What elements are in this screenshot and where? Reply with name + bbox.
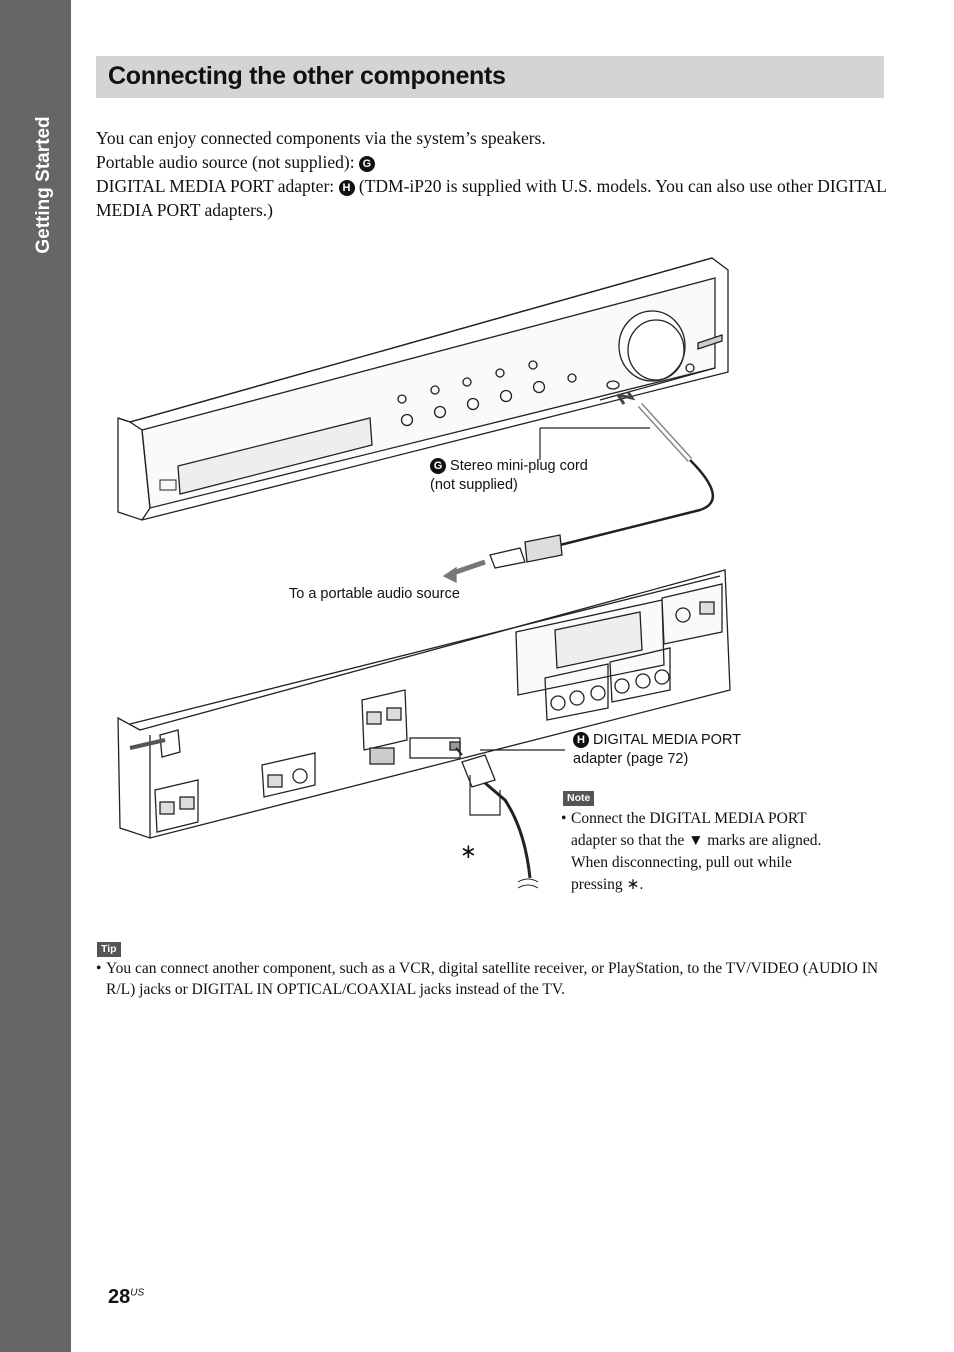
callout-mini-plug-line2: (not supplied) xyxy=(430,477,518,493)
page-number-suffix: US xyxy=(130,1287,145,1299)
callout-dmp-line2: adapter (page 72) xyxy=(573,751,689,767)
intro-line-3 xyxy=(96,174,896,222)
callout-mini-plug-cord xyxy=(430,457,588,495)
note-bullet: • xyxy=(561,810,567,827)
callout-mini-plug-line1: Stereo mini-plug cord xyxy=(450,458,588,474)
page-number-value: 28 xyxy=(108,1286,131,1308)
intro-text xyxy=(96,126,896,222)
tip-text xyxy=(96,958,896,1000)
intro-line-1: You can enjoy connected components via the system’s speakers. xyxy=(96,128,546,148)
asterisk-marker: ∗ xyxy=(460,839,477,863)
page-number xyxy=(108,1286,144,1309)
sidebar-tab xyxy=(0,0,71,1352)
rear-panel-illustration xyxy=(118,570,730,838)
tip-tag: Tip xyxy=(97,942,121,957)
note-text xyxy=(561,808,861,896)
note-line-4: pressing ∗. xyxy=(571,876,644,893)
page-title: Connecting the other components xyxy=(108,62,506,90)
tip-body: You can connect another component, such as a VCR, digital satellite receiver, or PlayStation, to the TV/VIDEO (AUDIO IN R/L) jacks or DIGITAL IN OPTICAL/COAXIAL jacks instead of the TV. xyxy=(106,960,879,998)
intro-line-3-text-b: (TDM-iP20 is supplied with U.S. models. You can also use other DIGITAL MEDIA PORT adapters.) xyxy=(96,176,887,220)
intro-line-3-text-a: DIGITAL MEDIA PORT adapter: xyxy=(96,176,335,196)
note-line-1: Connect the DIGITAL MEDIA PORT xyxy=(571,810,807,827)
note-bullet-item xyxy=(561,808,861,896)
title-bar xyxy=(96,56,884,98)
badge-g-icon: G xyxy=(359,156,375,172)
callout-portable-audio: To a portable audio source xyxy=(289,586,460,602)
badge-g-icon: G xyxy=(430,458,446,474)
note-tag: Note xyxy=(563,791,594,806)
note-line-2: adapter so that the ▼ marks are aligned. xyxy=(571,832,822,849)
tip-bullet: • xyxy=(96,960,102,977)
callout-dmp-adapter xyxy=(573,731,741,769)
badge-h-icon: H xyxy=(339,180,355,196)
tip-bullet-item xyxy=(96,958,896,1000)
note-line-3: When disconnecting, pull out while xyxy=(571,854,792,871)
callout-dmp-line1: DIGITAL MEDIA PORT xyxy=(593,732,742,748)
intro-line-2-text: Portable audio source (not supplied): xyxy=(96,152,355,172)
section-label: Getting Started xyxy=(33,116,54,254)
badge-h-icon: H xyxy=(573,732,589,748)
connection-illustration xyxy=(105,245,745,895)
front-panel-illustration xyxy=(118,258,728,520)
dmp-adapter-cable xyxy=(456,748,565,888)
note-body xyxy=(571,808,821,896)
intro-line-2 xyxy=(96,150,896,174)
